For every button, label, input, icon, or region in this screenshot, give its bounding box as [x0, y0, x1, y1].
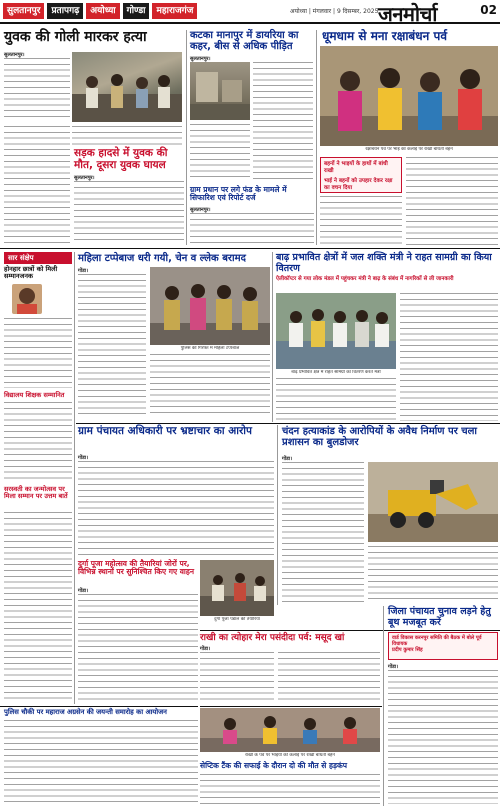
headline-road-mishap: दुर्गा पूजा महोत्सव की तैयारियां जोरों पर, विभिन्न स्थानों पर सुनिश्चित किए गए वाहन — [78, 559, 195, 577]
sidebar-text-2 — [4, 402, 72, 482]
dateline-road-mishap: गोंडा। — [78, 588, 88, 594]
issue-dateline: अयोध्या | मंगलवार | 9 दिसम्बर, 2025 — [290, 8, 379, 15]
photo-youth-shot — [72, 52, 182, 122]
pull-election-2: प्रदीप कुमार सिंह — [392, 647, 423, 653]
text-chain-snatch — [78, 274, 146, 414]
tab-ayodhya[interactable]: अयोध्या — [86, 3, 119, 19]
headline-district-election: जिला पंचायत चुनाव लड़ने हेतु बूथ मजबूत करें — [388, 606, 491, 628]
photo-rakhi-festival — [200, 708, 380, 752]
dateline-rakhi-festival: गोंडा। — [200, 646, 210, 652]
text-village-fund — [190, 213, 314, 245]
text-district-election — [388, 670, 498, 804]
photo-road-mishap — [200, 560, 274, 616]
dateline-panchayat: गोंडा। — [78, 455, 88, 461]
photo-bulldozer — [368, 462, 498, 542]
dateline-village-fund: सुलतानपुर। — [190, 207, 211, 213]
headline-panchayat: ग्राम पंचायत अधिकारी पर भ्रष्टाचार का आरोप — [78, 425, 252, 437]
text-rakhi-festival — [200, 652, 274, 704]
subheadline-flood: ऐलीकॉप्टर से गया लोक मंडल में पहुंचकर मंत्री ने बाढ़ के संबंध में नागरिकों से ली जानकारी — [276, 276, 454, 282]
text-left-top — [4, 126, 70, 245]
photo-kotwali — [190, 62, 250, 120]
text-rakshabandhan-2 — [320, 196, 402, 245]
caption-road-mishap: दुर्गा पूजा पंडाल की तैयारियां — [214, 617, 260, 622]
text-bulldozer — [282, 462, 364, 602]
text-bottom-left — [4, 720, 198, 806]
pull-quote-1: बहनों ने भाइयों के हाथों में बांधी राखी — [324, 161, 388, 174]
tab-maharajganj[interactable]: महाराजगंज — [152, 3, 197, 19]
text-kotwali — [253, 62, 313, 182]
headline-youth-shot: युवक की गोली मारकर हत्या — [4, 29, 147, 45]
photo-chain-snatch — [150, 267, 270, 345]
sidebar-headline-2: विद्यालय शिक्षक सम्मानित — [4, 391, 65, 399]
dateline-road-accident: सुलतानपुर। — [74, 175, 95, 181]
page-number: 02 — [480, 3, 497, 17]
caption-rakshabandhan: रक्षाबंधन पर्व पर भाई की कलाई पर राखी बांधती बहनें — [365, 147, 453, 152]
photo-flood — [276, 293, 396, 369]
pull-district-election — [388, 632, 498, 660]
text-flood-2 — [276, 378, 396, 421]
sidebar-headline-1: होनहार छात्रों को मिली सम्मानजनक — [4, 265, 58, 281]
text-kotwali-2 — [190, 124, 250, 182]
sidebar-text-3 — [4, 512, 72, 702]
headline-road-accident: सड़क हादसे में युवक की मौत, दूसरा युवक घायल — [74, 147, 168, 171]
sidebar-tag: सार संक्षेप — [4, 252, 72, 264]
pull-rakshabandhan — [320, 157, 402, 193]
text-youth-shot — [4, 58, 70, 122]
headline-kotwali: कटका मानापुर में डायरिया का कहर, बीस से अधिक पीड़ित — [190, 30, 299, 53]
dateline-bulldozer: गोंडा। — [282, 456, 292, 462]
text-rakshabandhan — [406, 157, 498, 245]
text-flood — [400, 293, 498, 421]
tab-sultanpur[interactable]: सुलतानपुर — [3, 3, 44, 19]
headline-chain-snatch: महिला टप्पेबाज धरी गयी, चेन व ल्लेक बरामद — [78, 253, 246, 264]
text-police-station — [200, 774, 380, 806]
tab-gonda[interactable]: गोण्डा — [123, 3, 150, 19]
caption-chain-snatch: पुलिस की गिरफ्त में महिला टप्पेबाज — [180, 346, 240, 351]
pull-quote-2: भाई ने बहनों को उपहार देकर रक्षा का वचन दिया — [324, 178, 393, 191]
crowd-illustration — [72, 52, 182, 122]
pull-election-1: वार्ड विकास करनपुर समिति की बैठक में बोले पूर्व विधायक — [392, 635, 482, 647]
sidebar-text-1 — [4, 318, 72, 388]
dateline-district-election: गोंडा। — [388, 664, 398, 670]
text-rakhi-festival-2 — [278, 652, 380, 704]
masthead — [0, 0, 500, 24]
newspaper-brand: जनमोर्चा — [378, 2, 437, 26]
sidebar-headline-3: सरस्वती का जन्मोत्सव पर मिला सम्मान पर उत्तम बातें — [4, 485, 68, 501]
sidebar-photo-1 — [12, 284, 42, 314]
dateline-youth-shot: सुलतानपुर। — [4, 52, 25, 58]
section-nav — [3, 3, 197, 19]
headline-rakhi-festival: राखी का त्योहार मेरा पसंदीदा पर्व: मसूद खां — [200, 633, 345, 643]
text-road-accident — [74, 181, 184, 245]
headline-rakshabandhan: धूमधाम से मना रक्षाबंधन पर्व — [322, 29, 447, 43]
headline-police-station: सेप्टिक टैंक की सफाई के दौरान दो की मौत से हड़कंप — [200, 761, 348, 770]
dateline-chain-snatch: गोंडा। — [78, 268, 88, 274]
photo-rakshabandhan — [320, 46, 498, 146]
headline-bottom-left: पुलिस चौकी पर महाराज अग्रसेन की जयन्ती समारोह का आयोजन — [4, 708, 167, 716]
text-chain-snatch-2 — [150, 354, 270, 414]
headline-bulldozer: चंदन हत्याकांड के आरोपियों के अवैध निर्माण पर चला प्रशासन का बुलडोजर — [282, 426, 477, 449]
text-youth-shot-2 — [72, 126, 182, 146]
caption-flood: बाढ़ प्रभावित क्षेत्र में राहत सामग्री का वितरण करते मंत्री — [291, 370, 381, 375]
tab-pratapgarh[interactable]: प्रतापगढ़ — [47, 3, 83, 19]
text-panchayat — [78, 461, 274, 556]
text-bulldozer-2 — [368, 546, 498, 602]
dateline-kotwali: सुलतानपुर। — [190, 56, 211, 62]
headline-flood: बाढ़ प्रभावित क्षेत्रों में जल शक्ति मंत्री ने राहत सामग्री का किया वितरण — [276, 252, 492, 274]
caption-rakhi-festival: राखी के पर्व पर भाइयों की कलाई पर राखी बांधती बहनें — [245, 753, 335, 758]
text-road-mishap — [78, 594, 198, 704]
headline-village-fund: ग्राम प्रधान पर लगे फंड के मामले में सिफारिश एवं रिपोर्ट दर्ज — [190, 185, 287, 203]
